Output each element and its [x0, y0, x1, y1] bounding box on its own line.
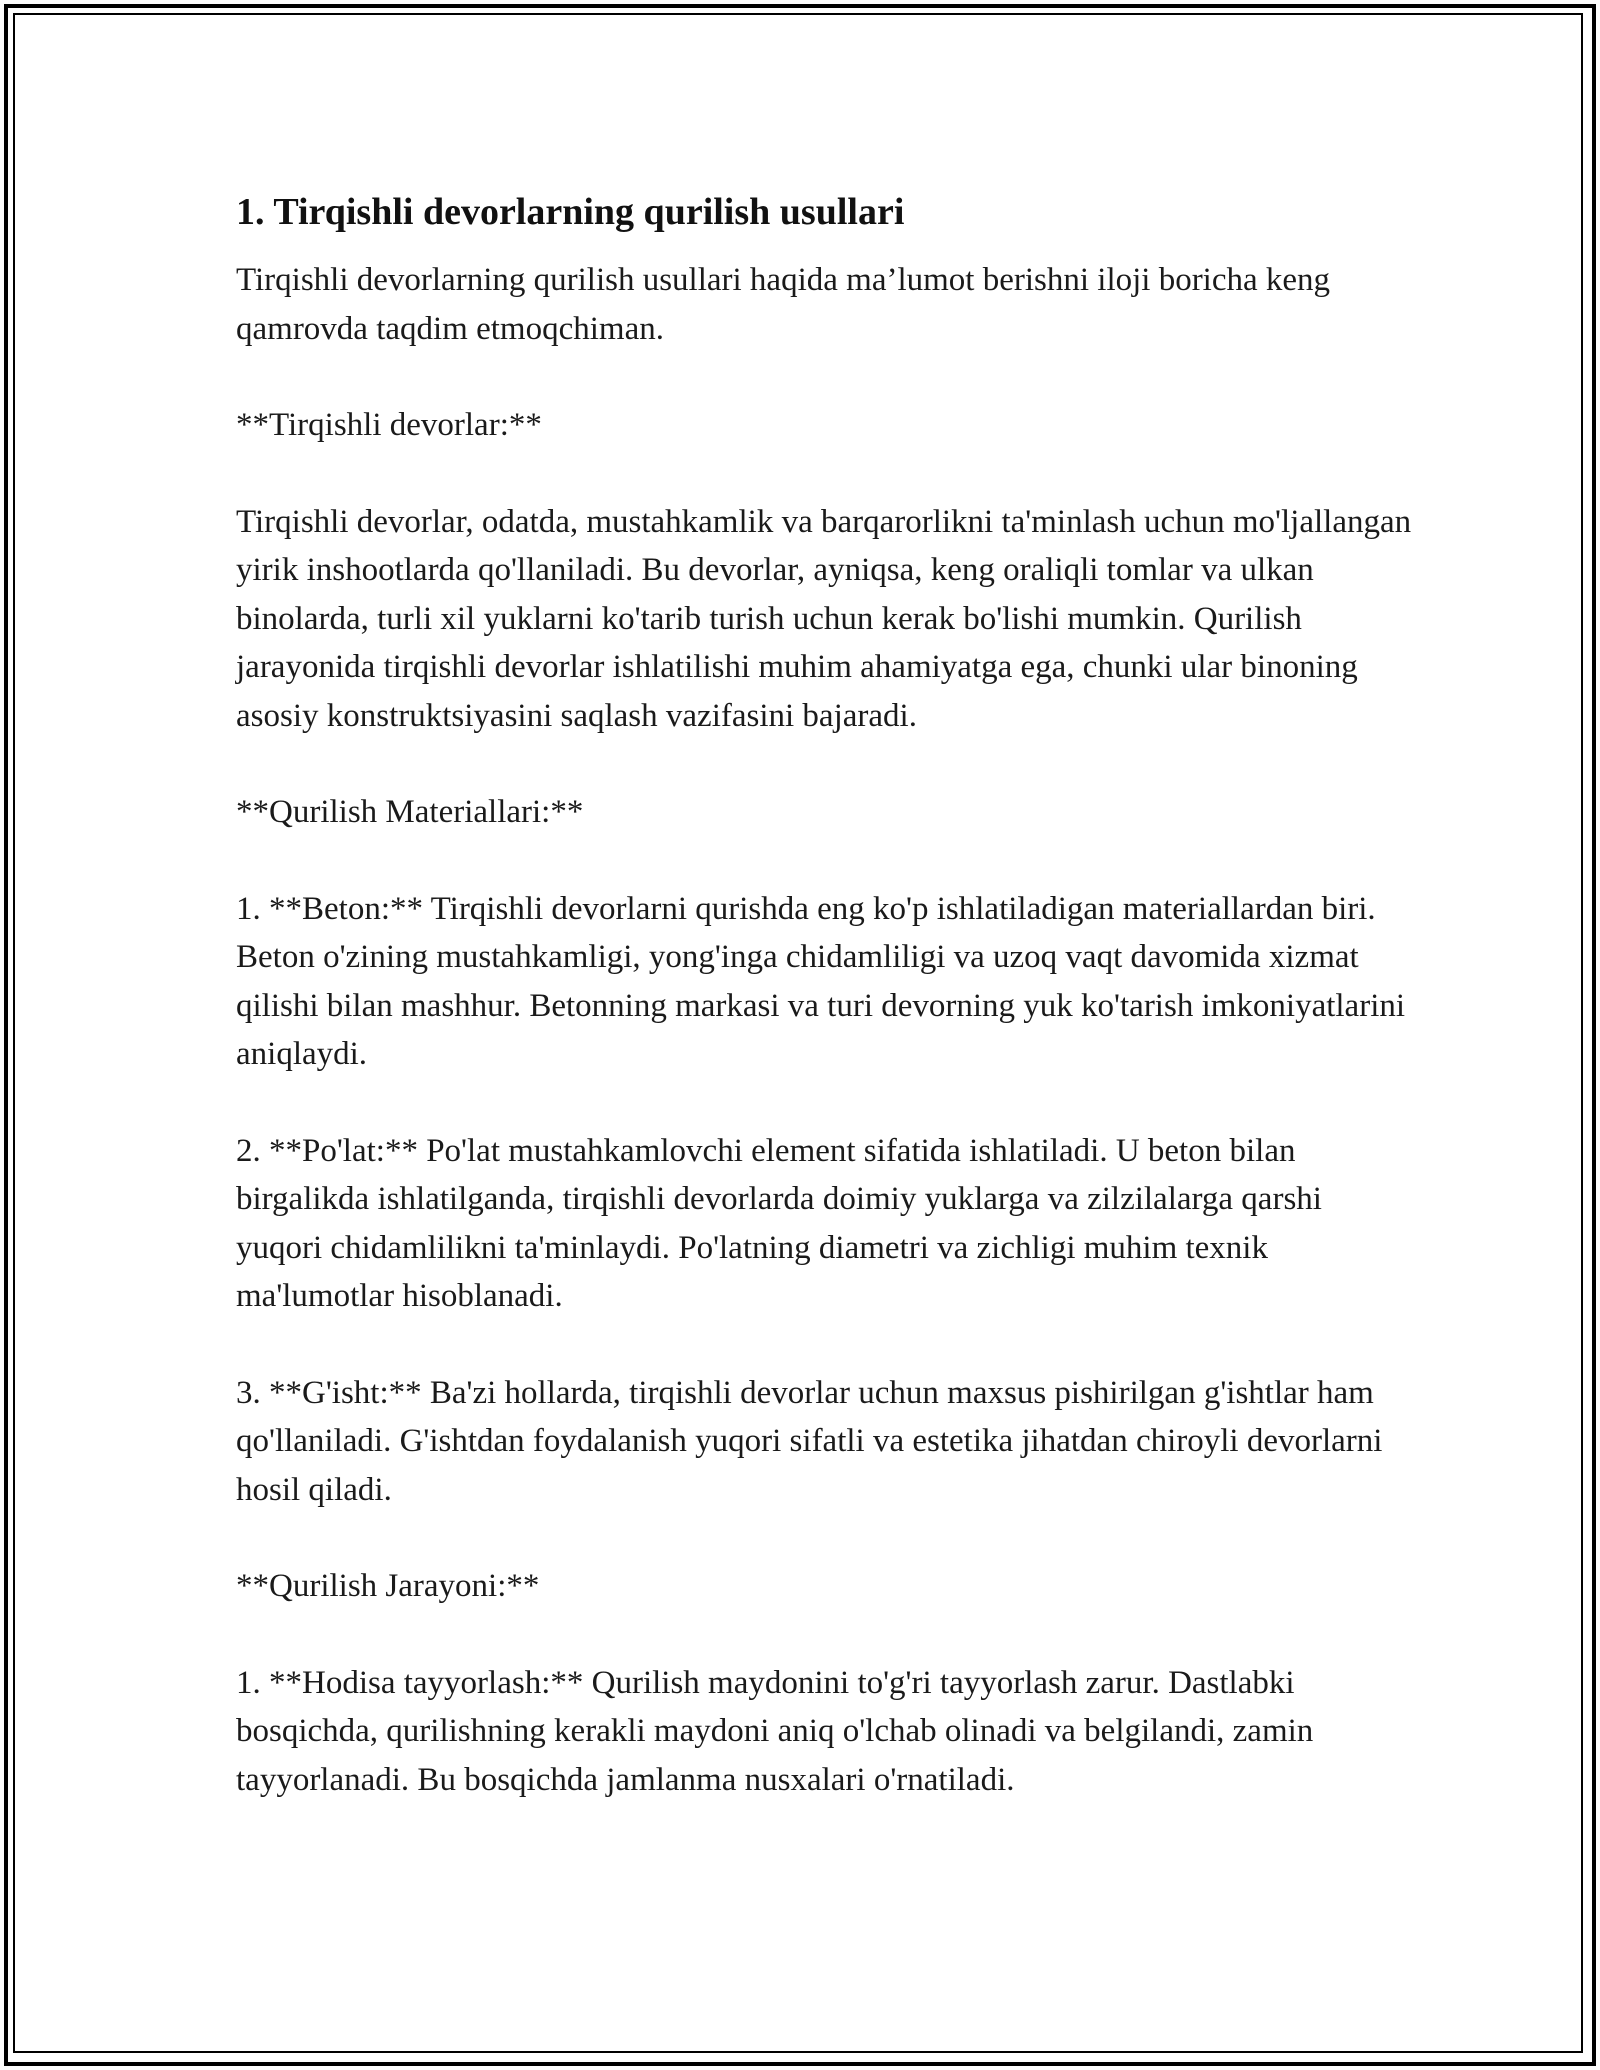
process-item-hodisa-tayyorlash: 1. **Hodisa tayyorlash:** Qurilish maydonini to'g'ri tayyorlash zarur. Dastlabki bosqichda, qurilishning kerakli maydoni aniq o'lchab olinadi va belgilandi, zamin tayyorlanadi. Bu bosqichda jamlanma nusxalari o'rnatiladi. — [236, 1664, 1314, 1798]
material-item-gisht: 3. **G'isht:** Ba'zi hollarda, tirqishli devorlar uchun maxsus pishirilgan g'ishtlar ham qo'llaniladi. G'ishtdan foydalanish yuqori sifatli va estetika jihatdan chiroyli devorlarni hosil qiladi. — [236, 1374, 1383, 1508]
material-item-polat: 2. **Po'lat:** Po'lat mustahkamlovchi element sifatida ishlatiladi. U beton bilan birgalikda ishlatilganda, tirqishli devorlarda doimiy yuklarga va zilzilalarga qarshi yuqori chidamlilikni ta'minlaydi. Po'latning diametri va zichligi muhim texnik ma'lumotlar hisoblanadi. — [236, 1132, 1322, 1314]
document-body — [236, 186, 1416, 1804]
document-title: 1. Tirqishli devorlarning qurilish usullari — [236, 191, 905, 233]
section-heading-qurilish-jarayoni: **Qurilish Jarayoni:** — [236, 1568, 540, 1604]
intro-paragraph: Tirqishli devorlarning qurilish usullari haqida ma’lumot berishni iloji boricha keng qamrovda taqdim etmoqchiman. — [236, 262, 1331, 347]
section-heading-tirqishli-devorlar: **Tirqishli devorlar:** — [236, 407, 542, 443]
material-item-beton: 1. **Beton:** Tirqishli devorlarni qurishda eng ko'p ishlatiladigan materiallardan biri. Beton o'zining mustahkamligi, yong'inga chidamliligi va uzoq vaqt davomida xizmat qilishi bilan mashhur. Betonning markasi va turi devorning yuk ko'tarish imkoniyatlarini aniqlaydi. — [236, 890, 1406, 1072]
description-paragraph: Tirqishli devorlar, odatda, mustahkamlik va barqarorlikni ta'minlash uchun mo'ljallangan yirik inshootlarda qo'llaniladi. Bu devorlar, ayniqsa, keng oraliqli tomlar va ulkan binolarda, turli xil yuklarni ko'tarib turish uchun kerak bo'lishi mumkin. Qurilish jarayonida tirqishli devorlar ishlatilishi muhim ahamiyatga ega, chunki ular binoning asosiy konstruktsiyasini saqlash vazifasini bajaradi. — [236, 503, 1412, 734]
section-heading-qurilish-materiallari: **Qurilish Materiallari:** — [236, 794, 584, 830]
